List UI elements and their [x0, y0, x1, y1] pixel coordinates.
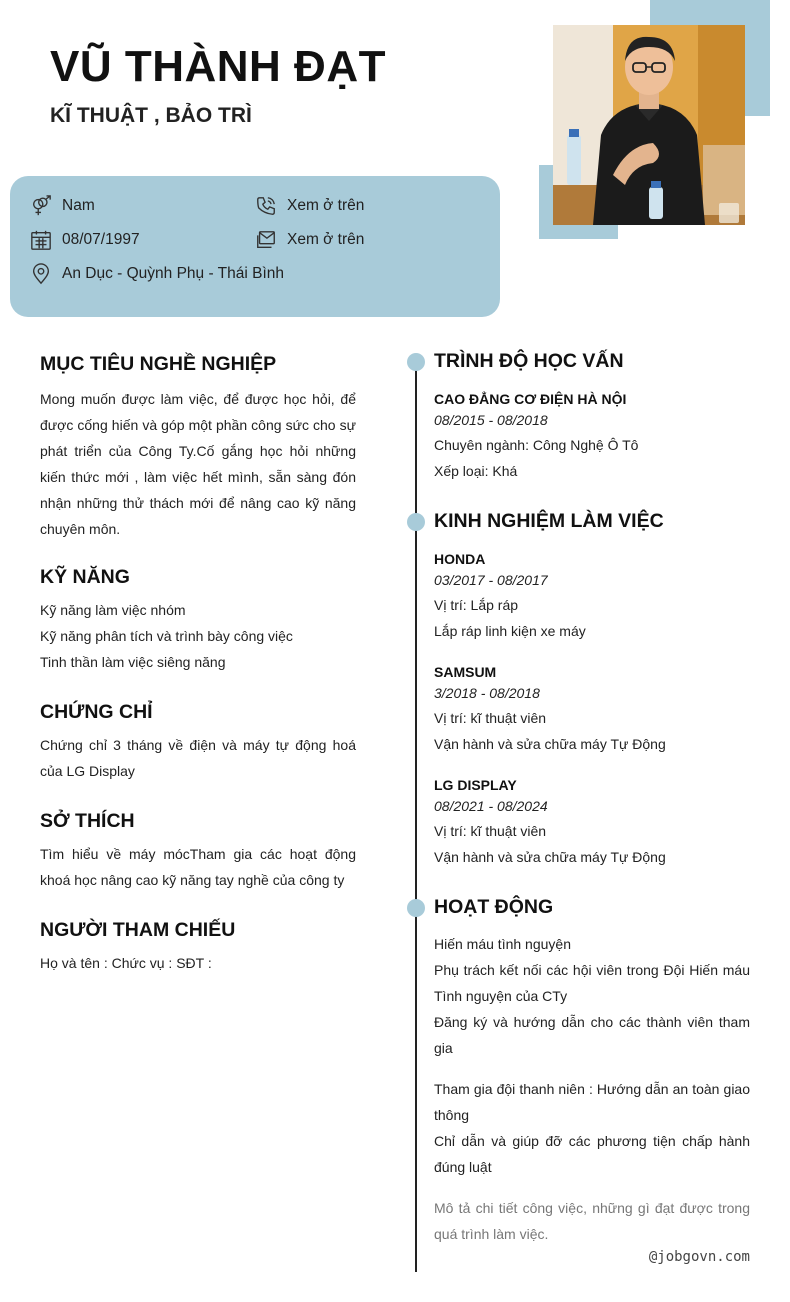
activity-line: Tham gia đội thanh niên : Hướng dẫn an toàn giao thông	[434, 1081, 750, 1123]
education-major: Chuyên ngành: Công Nghệ Ô Tô	[434, 437, 639, 453]
gender-row	[30, 195, 95, 217]
skill-item: Tinh thần làm việc siêng năng	[40, 654, 226, 670]
job-company: HONDA	[434, 551, 486, 567]
address-row	[30, 263, 284, 285]
timeline-dot	[407, 513, 425, 531]
objective-text: Mong muốn được làm việc, để được học hỏi, để được cống hiến và góp một phần công sức cho sự phát triển của Công Ty.Cố gắng học hỏi những kiến thức mới , làm việc hết mình, sẵn sàng đón nhận những thử thách mới để nâng cao kỹ năng chuyên môn.	[40, 391, 356, 537]
job-period: 03/2017 - 08/2017	[434, 572, 548, 588]
references-text: Họ và tên : Chức vụ : SĐT :	[40, 955, 212, 971]
job-description: Lắp ráp linh kiện xe máy	[434, 623, 586, 639]
certificates-section	[40, 701, 356, 784]
email-value: Xem ở trên	[287, 231, 365, 248]
education-school: CAO ĐẲNG CƠ ĐIỆN HÀ NỘI	[434, 391, 627, 407]
activities-section	[434, 896, 750, 1247]
mail-icon	[255, 229, 277, 251]
job-entry	[434, 551, 750, 644]
timeline-dot	[407, 899, 425, 917]
certificates-title: CHỨNG CHỈ	[40, 701, 153, 723]
education-grade: Xếp loại: Khá	[434, 463, 518, 479]
job-period: 08/2021 - 08/2024	[434, 798, 548, 814]
education-section	[434, 350, 750, 484]
candidate-role: KĨ THUẬT , BẢO TRÌ	[50, 104, 252, 127]
timeline-line	[415, 357, 417, 1272]
skills-title: KỸ NĂNG	[40, 566, 130, 588]
references-section	[40, 919, 356, 976]
footer-watermark: @jobgovn.com	[648, 1249, 750, 1265]
references-title: NGƯỜI THAM CHIẾU	[40, 919, 236, 941]
activity-line: Phụ trách kết nối các hội viên trong Đội Hiến máu Tình nguyện của CTy	[434, 962, 750, 1004]
job-entry	[434, 664, 750, 757]
activity-line: Chỉ dẫn và giúp đỡ các phương tiện chấp hành đúng luật	[434, 1133, 750, 1175]
hobbies-title: SỞ THÍCH	[40, 810, 135, 832]
gender-icon	[30, 195, 52, 217]
timeline-dot	[407, 353, 425, 371]
skills-section	[40, 566, 356, 675]
email-row	[255, 229, 364, 251]
hobbies-text: Tìm hiểu về máy mócTham gia các hoạt động khoá học nâng cao kỹ năng tay nghề của công ty	[40, 846, 356, 888]
job-company: LG DISPLAY	[434, 777, 517, 793]
job-period: 3/2018 - 08/2018	[434, 685, 540, 701]
gender-value: Nam	[62, 197, 95, 214]
skill-item: Kỹ năng phân tích và trình bày công việc	[40, 628, 293, 644]
education-period: 08/2015 - 08/2018	[434, 412, 548, 428]
hobbies-section	[40, 810, 356, 893]
job-company: SAMSUM	[434, 664, 497, 680]
job-entry	[434, 777, 750, 870]
calendar-icon	[30, 229, 52, 251]
activity-note: Mô tả chi tiết công việc, những gì đạt được trong quá trình làm việc.	[434, 1200, 750, 1242]
education-title: TRÌNH ĐỘ HỌC VẤN	[434, 350, 624, 372]
contact-info-box	[10, 176, 500, 317]
job-position: Vị trí: kĩ thuật viên	[434, 710, 547, 726]
phone-value: Xem ở trên	[287, 197, 365, 214]
certificates-text: Chứng chỉ 3 tháng về điện và máy tự động hoá của LG Display	[40, 737, 356, 779]
job-position: Vị trí: kĩ thuật viên	[434, 823, 547, 839]
activity-name: Hiến máu tình nguyện	[434, 936, 571, 952]
objective-title: MỤC TIÊU NGHỀ NGHIỆP	[40, 353, 277, 375]
phone-row	[255, 195, 364, 217]
activities-title: HOẠT ĐỘNG	[434, 896, 554, 918]
job-position: Vị trí: Lắp ráp	[434, 597, 519, 613]
skill-item: Kỹ năng làm việc nhóm	[40, 602, 186, 618]
phone-icon	[255, 195, 277, 217]
job-description: Vận hành và sửa chữa máy Tự Động	[434, 849, 666, 865]
profile-photo	[553, 25, 745, 225]
experience-section	[434, 510, 750, 533]
job-description: Vận hành và sửa chữa máy Tự Động	[434, 736, 666, 752]
location-pin-icon	[30, 263, 52, 285]
activity-line: Đăng ký và hướng dẫn cho các thành viên tham gia	[434, 1014, 750, 1056]
candidate-name: VŨ THÀNH ĐẠT	[50, 42, 386, 91]
address-value: An Dục - Quỳnh Phụ - Thái Bình	[62, 265, 284, 282]
objective-section	[40, 353, 356, 542]
experience-title: KINH NGHIỆM LÀM VIỆC	[434, 510, 664, 532]
dob-row	[30, 229, 140, 251]
dob-value: 08/07/1997	[62, 231, 140, 248]
